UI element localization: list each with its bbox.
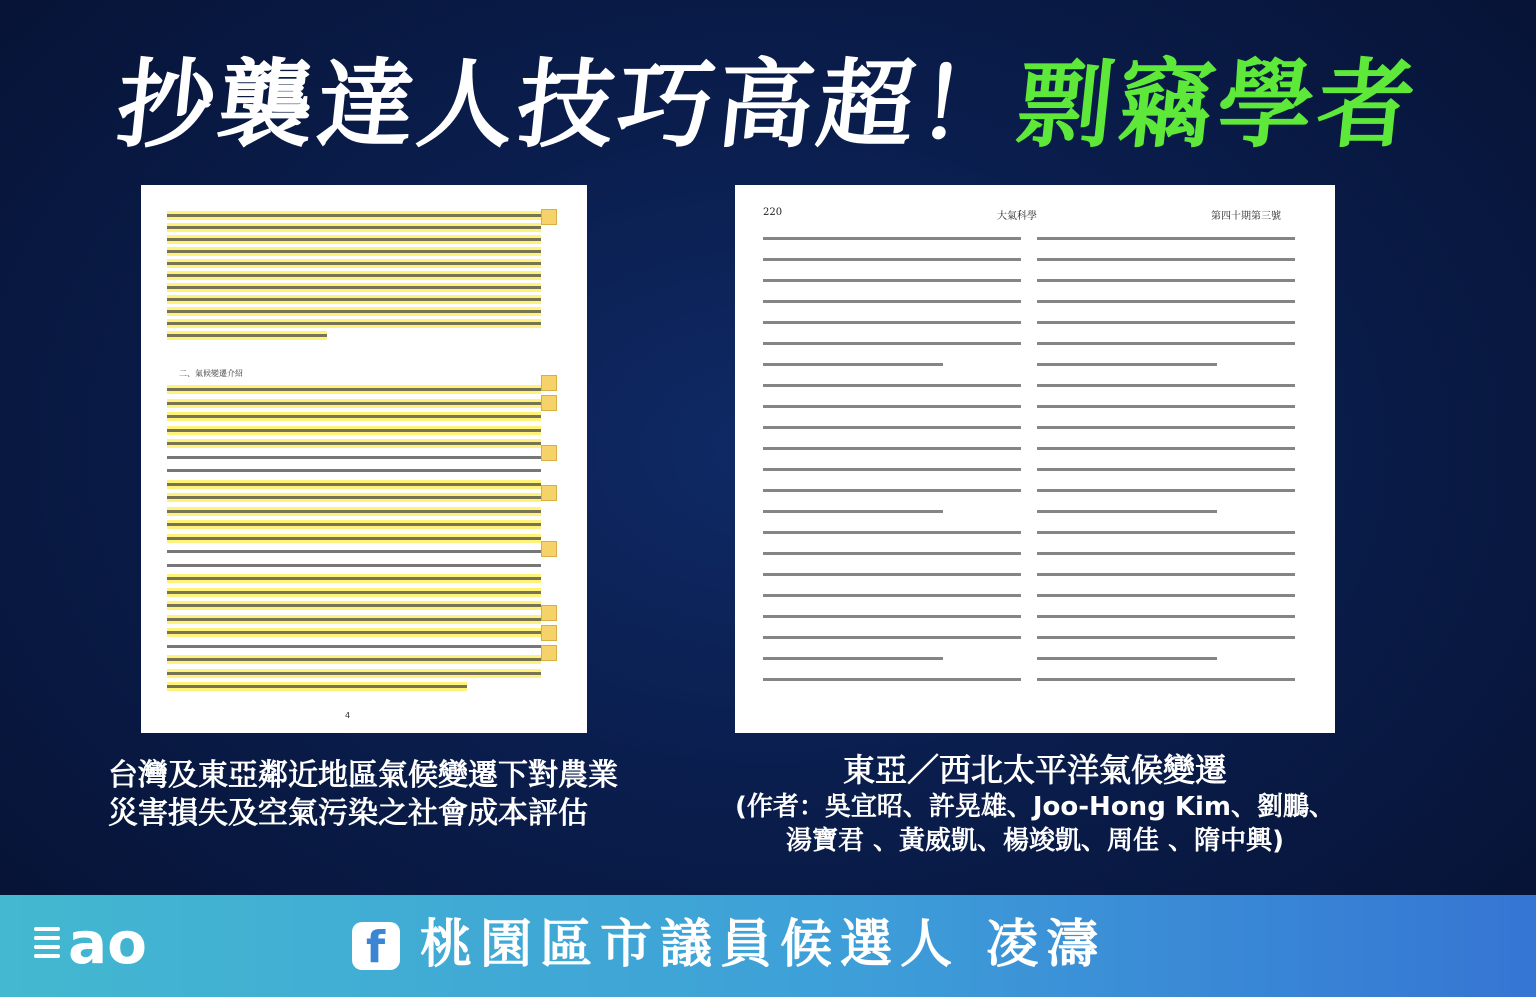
headline (0, 40, 1536, 170)
right-doc-journal: 大氣科學 (997, 211, 1037, 222)
doc-text-line (763, 447, 1021, 450)
doc-text-line (763, 426, 1021, 429)
doc-text-line (1037, 447, 1295, 450)
right-caption-authors-1: (作者：吳宜昭、許晃雄、Joo-Hong Kim、劉鵬、 (734, 792, 1336, 822)
doc-text-line (167, 259, 541, 268)
doc-text-line (763, 489, 1021, 492)
left-doc-page-number: 4 (345, 711, 351, 720)
doc-text-line (167, 319, 541, 328)
doc-text-line (167, 561, 541, 570)
doc-text-line (167, 295, 541, 304)
doc-text-line (167, 615, 541, 624)
doc-text-line (1037, 531, 1295, 534)
doc-text-line (763, 678, 1021, 681)
doc-text-line (1037, 321, 1295, 324)
doc-text-line (167, 574, 541, 583)
doc-text-line (167, 283, 541, 292)
doc-text-line (167, 412, 541, 421)
doc-text-line (1037, 468, 1295, 471)
left-caption-line-2: 災害損失及空氣污染之社會成本評估 (108, 796, 588, 831)
headline-white: 抄襲達人技巧高超！ (112, 49, 1024, 161)
right-caption-authors-2: 湯寶君 、黃威凱、楊竣凱、周佳 、隋中興) (786, 826, 1284, 856)
doc-text-line (763, 531, 1021, 534)
doc-text-line (1037, 300, 1295, 303)
doc-text-line (1037, 573, 1295, 576)
doc-text-line (167, 235, 541, 244)
doc-text-line (763, 279, 1021, 282)
doc-text-line (1037, 636, 1295, 639)
doc-text-line (167, 628, 541, 637)
doc-text-line (1037, 615, 1295, 618)
doc-text-line (167, 682, 541, 691)
comment-marker-icon (541, 375, 557, 391)
doc-text-line (167, 642, 541, 651)
comment-marker-icon (541, 625, 557, 641)
doc-text-line (763, 657, 943, 660)
doc-text-line (763, 363, 943, 366)
doc-text-line (1037, 678, 1295, 681)
doc-text-line (763, 552, 1021, 555)
doc-text-line (763, 342, 1021, 345)
comment-marker-icon (541, 445, 557, 461)
doc-text-line (1037, 237, 1295, 240)
doc-text-line (763, 321, 1021, 324)
comment-marker-icon (541, 541, 557, 557)
doc-text-line (1037, 426, 1295, 429)
doc-text-line (1037, 384, 1295, 387)
footer-candidate-text: 桃園區市議員候選人 凌濤 (420, 915, 1107, 975)
doc-text-line (167, 426, 541, 435)
footer-banner (0, 895, 1536, 997)
doc-text-line (167, 547, 541, 556)
doc-text-line (167, 480, 541, 489)
facebook-icon: f (352, 922, 400, 970)
doc-text-line (167, 493, 541, 502)
doc-text-line (167, 466, 541, 475)
doc-text-line (167, 655, 541, 664)
doc-text-line (167, 385, 541, 394)
doc-text-line (167, 453, 541, 462)
doc-text-line (763, 573, 1021, 576)
doc-text-line (167, 247, 541, 256)
doc-text-line (763, 594, 1021, 597)
logo-waves-icon (34, 927, 60, 967)
doc-text-line (167, 399, 541, 408)
doc-text-line (167, 669, 541, 678)
right-doc-column-1 (763, 237, 1021, 699)
doc-text-line (167, 211, 541, 220)
doc-text-line (1037, 552, 1295, 555)
headline-green: 剽竊學者 (1012, 49, 1424, 161)
doc-text-line (1037, 258, 1295, 261)
doc-text-line (167, 223, 541, 232)
right-caption (700, 750, 1370, 858)
doc-text-line (1037, 510, 1217, 513)
doc-text-line (1037, 657, 1217, 660)
doc-text-line (167, 534, 541, 543)
comment-marker-icon (541, 395, 557, 411)
doc-text-line (1037, 489, 1295, 492)
right-doc-volume: 第四十期第三號 (1211, 211, 1281, 222)
doc-text-line (167, 271, 541, 280)
doc-text-line (167, 439, 541, 448)
right-doc-page-number: 220 (763, 207, 783, 218)
doc-text-line (763, 615, 1021, 618)
doc-text-line (167, 601, 541, 610)
doc-text-line (763, 405, 1021, 408)
doc-text-line (167, 507, 541, 516)
left-caption (108, 757, 618, 833)
doc-text-line (167, 331, 541, 340)
doc-text-line (763, 384, 1021, 387)
doc-text-line (1037, 279, 1295, 282)
doc-text-line (763, 300, 1021, 303)
doc-text-line (167, 520, 541, 529)
left-doc-section-heading: 二、氣候變遷介紹 (179, 369, 243, 378)
comment-marker-icon (541, 645, 557, 661)
right-doc-column-2 (1037, 237, 1295, 699)
doc-text-line (1037, 594, 1295, 597)
doc-text-line (763, 237, 1021, 240)
doc-text-line (1037, 405, 1295, 408)
doc-text-line (167, 588, 541, 597)
doc-text-line (763, 510, 943, 513)
doc-text-line (167, 307, 541, 316)
left-caption-line-1: 台灣及東亞鄰近地區氣候變遷下對農業 (108, 758, 618, 793)
comment-marker-icon (541, 209, 557, 225)
left-document-image (141, 185, 587, 733)
right-caption-title: 東亞／西北太平洋氣候變遷 (842, 751, 1227, 789)
doc-text-line (763, 258, 1021, 261)
doc-text-line (1037, 363, 1217, 366)
right-document-image (735, 185, 1335, 733)
doc-text-line (763, 636, 1021, 639)
comment-marker-icon (541, 605, 557, 621)
comment-marker-icon (541, 485, 557, 501)
doc-text-line (763, 468, 1021, 471)
doc-text-line (1037, 342, 1295, 345)
logo-text: ao (68, 909, 147, 977)
